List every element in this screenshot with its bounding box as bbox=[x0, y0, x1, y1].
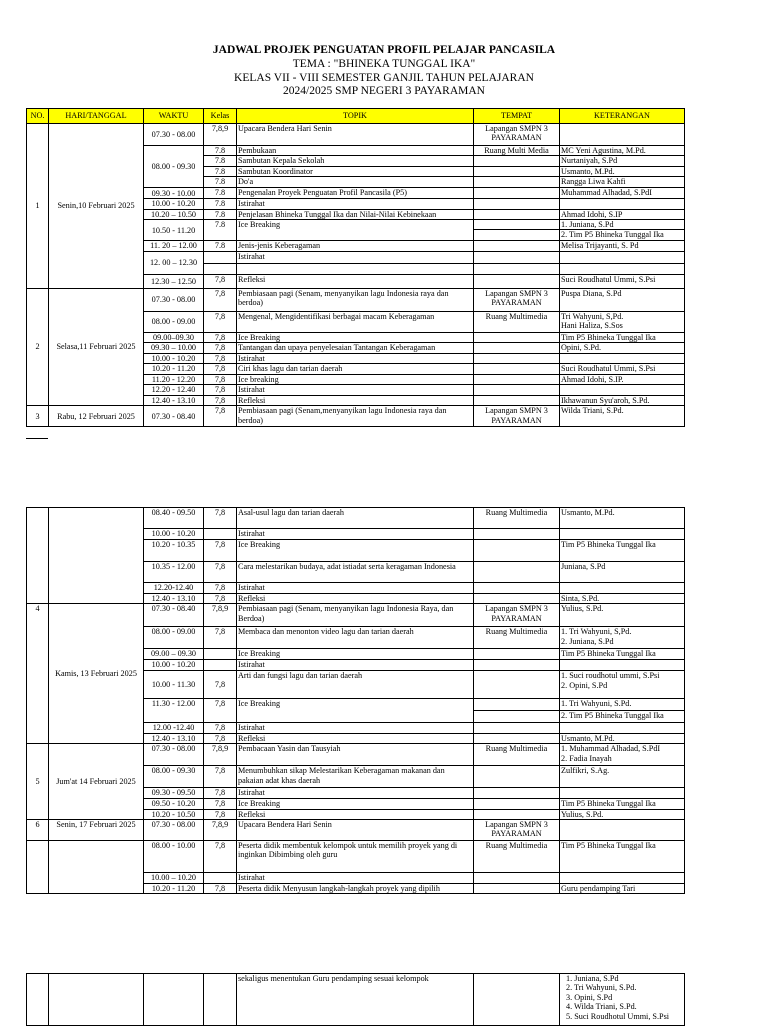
cell-topic: Menumbuhkan sikap Melestarikan Keberagaman makanan dan pakaian adat khas daerah bbox=[237, 766, 474, 788]
cell-time: 08.00 - 10.00 bbox=[144, 841, 204, 873]
table-row bbox=[27, 508, 685, 529]
cell-notes bbox=[560, 660, 685, 671]
table-row bbox=[27, 604, 685, 627]
cell-place bbox=[474, 594, 560, 604]
cell-class: 7,8,9 bbox=[204, 820, 237, 841]
cell-date: Senin, 17 Februari 2025 bbox=[49, 820, 144, 841]
cell-notes: Yulius, S.Pd. bbox=[560, 604, 685, 627]
cell-notes: MC Yeni Agustina, M.Pd. bbox=[560, 146, 685, 156]
cell-place: Lapangan SMPN 3 PAYARAMAN bbox=[474, 604, 560, 627]
cell-class: 7,8 bbox=[204, 809, 237, 819]
cell-topic: Refleksi bbox=[237, 274, 474, 288]
cell-class: 7,8 bbox=[204, 375, 237, 385]
cell-place bbox=[474, 809, 560, 819]
cell-notes: Usmanto, M.Pd. bbox=[560, 733, 685, 743]
cell-class: 7,8 bbox=[204, 406, 237, 427]
cell-topic: Membaca dan menonton video lagu dan tarian daerah bbox=[237, 627, 474, 649]
cell-notes bbox=[560, 788, 685, 798]
cell-place bbox=[474, 241, 560, 251]
cell-time: 07.30 - 08.00 bbox=[144, 744, 204, 766]
cell-class: 7,8 bbox=[204, 583, 237, 594]
cell-notes: Nurtaniyah, S.Pd bbox=[560, 156, 685, 166]
cell-time: 07.30 - 08.40 bbox=[144, 406, 204, 427]
cell-class: 7,8 bbox=[204, 594, 237, 604]
cell-class: 7,8 bbox=[204, 841, 237, 873]
cell-place: Lapangan SMPN 3 PAYARAMAN bbox=[474, 406, 560, 427]
cell-time: 12.40 - 13.10 bbox=[144, 733, 204, 743]
cell-no: 6 bbox=[27, 820, 49, 841]
col-notes: KETERANGAN bbox=[560, 109, 685, 124]
cell-notes: Ikhawanun Syu'aroh, S.Pd. bbox=[560, 395, 685, 405]
cell-time: 09.50 - 10.20 bbox=[144, 798, 204, 809]
cell-notes: 1. Juniana, S.Pd 2. Tri Wahyuni, S.Pd. 3. Opini, S.Pd 4. Wilda Triani, S.Pd. 5. Suci Roudhotul Ummi, S.Psi bbox=[560, 974, 685, 1026]
cell-time: 10.00 – 10.20 bbox=[144, 873, 204, 884]
cell-notes: Usmanto, M.Pd. bbox=[560, 166, 685, 176]
cell-place: Lapangan SMPN 3 PAYARAMAN bbox=[474, 820, 560, 841]
cell-class: 7,8,9 bbox=[204, 124, 237, 146]
cell-no bbox=[27, 841, 49, 894]
col-date: HARI/TANGGAL bbox=[49, 109, 144, 124]
cell-topic: Ice Breaking bbox=[237, 798, 474, 809]
table-row bbox=[27, 124, 685, 146]
cell-class: 7,8 bbox=[204, 562, 237, 583]
cell-time: 07.30 - 08.00 bbox=[144, 820, 204, 841]
cell-notes bbox=[560, 820, 685, 841]
cell-date: Rabu, 12 Februari 2025 bbox=[49, 406, 144, 427]
cell-place bbox=[474, 671, 560, 699]
cell-notes: Suci Roudhatul Ummi, S.Psi bbox=[560, 364, 685, 375]
table-row bbox=[27, 841, 685, 873]
cell-topic: Istirahat bbox=[237, 873, 474, 884]
cell-class: 7,8,9 bbox=[204, 744, 237, 766]
cell-notes bbox=[560, 124, 685, 146]
cell-date: Senin,10 Februari 2025 bbox=[49, 124, 144, 289]
cell-topic: Jenis-jenis Keberagaman bbox=[237, 241, 474, 251]
cell-class: 7,8 bbox=[204, 395, 237, 405]
cell-no: 3 bbox=[27, 406, 49, 427]
cell-place: Ruang Multimedia bbox=[474, 508, 560, 529]
cell-notes: Ahmad Idohi, S.IP bbox=[560, 209, 685, 219]
table-row bbox=[27, 820, 685, 841]
cell-time: 12. 00 – 12.30 bbox=[144, 251, 204, 274]
cell-time: 08.00 - 09.00 bbox=[144, 311, 204, 332]
cell-class: 7.8 bbox=[204, 156, 237, 166]
schedule-table-3 bbox=[26, 973, 685, 1026]
cell-class: 7,8 bbox=[204, 343, 237, 353]
cell-time: 07.30 - 08.00 bbox=[144, 288, 204, 311]
cell-time: 10.00 - 10.20 bbox=[144, 353, 204, 363]
cell-notes: Guru pendamping Tari bbox=[560, 884, 685, 894]
cell-class: 7,8 bbox=[204, 788, 237, 798]
cell-topic: Ice Breaking bbox=[237, 332, 474, 342]
cell-notes: Tim P5 Bhineka Tunggal Ika bbox=[560, 798, 685, 809]
cell-time: 09.30 - 10.00 bbox=[144, 188, 204, 199]
cell-notes: 2. Tim P5 Bhineka Tunggal Ika bbox=[560, 230, 685, 241]
cell-place bbox=[474, 209, 560, 219]
cell-place: Ruang Multimedia bbox=[474, 744, 560, 766]
cell-topic: Refleksi bbox=[237, 733, 474, 743]
cell-place bbox=[474, 974, 560, 1026]
cell-notes: 1. Juniana, S.Pd bbox=[560, 220, 685, 230]
cell-class: 7,8 bbox=[204, 723, 237, 733]
cell-time: 11.20 - 12.20 bbox=[144, 375, 204, 385]
cell-class: 7,8 bbox=[204, 508, 237, 529]
cell-notes: Puspa Diana, S.Pd bbox=[560, 288, 685, 311]
cell-time: 10.00 - 11.30 bbox=[144, 671, 204, 699]
cell-place bbox=[474, 375, 560, 385]
cell-class bbox=[204, 251, 237, 263]
cell-place bbox=[474, 766, 560, 788]
col-class: Kelas bbox=[204, 109, 237, 124]
cell-topic: Penjelasan Bhineka Tunggal Ika dan Nilai-Nilai Kebinekaan bbox=[237, 209, 474, 219]
cell-place bbox=[474, 156, 560, 166]
cell-topic: Ice breaking bbox=[237, 375, 474, 385]
cell-topic: Istirahat bbox=[237, 251, 474, 263]
cell-notes: Zulfikri, S.Ag. bbox=[560, 766, 685, 788]
cell-place bbox=[474, 385, 560, 395]
cell-place bbox=[474, 188, 560, 199]
cell-class: 7,8 bbox=[204, 699, 237, 723]
cell-class: 7,8 bbox=[204, 364, 237, 375]
cell-topic bbox=[237, 263, 474, 274]
cell-notes: Tim P5 Bhineka Tunggal Ika bbox=[560, 540, 685, 562]
schedule-table-2 bbox=[26, 507, 685, 894]
cell-topic: Ice Breaking bbox=[237, 649, 474, 660]
cell-class: 7.8 bbox=[204, 209, 237, 219]
cell-topic: Mengenal, Mengidentifikasi berbagai macam Keberagaman bbox=[237, 311, 474, 332]
cell-class: 7,8 bbox=[204, 385, 237, 395]
cell-notes bbox=[560, 199, 685, 209]
cell-topic: Pembiasaan pagi (Senam, menyanyikan lagu Indonesia raya dan berdoa) bbox=[237, 288, 474, 311]
cell-place: Lapangan SMPN 3 PAYARAMAN bbox=[474, 288, 560, 311]
cell-topic: Ciri khas lagu dan tarian daerah bbox=[237, 364, 474, 375]
col-topic: TOPIK bbox=[237, 109, 474, 124]
cell-place: Ruang Multimedia bbox=[474, 311, 560, 332]
table-row bbox=[27, 288, 685, 311]
cell-place bbox=[474, 798, 560, 809]
cell-place bbox=[474, 220, 560, 230]
cell-place bbox=[474, 562, 560, 583]
cell-place bbox=[474, 583, 560, 594]
table-row bbox=[27, 974, 685, 1026]
cell-notes: Yulius, S.Pd. bbox=[560, 809, 685, 819]
doc-class-line: KELAS VII - VIII SEMESTER GANJIL TAHUN PELAJARAN bbox=[234, 72, 534, 84]
cell-notes bbox=[560, 529, 685, 540]
cell-class: 7,8,9 bbox=[204, 604, 237, 627]
cell-topic: Upacara Bendera Hari Senin bbox=[237, 124, 474, 146]
col-place: TEMPAT bbox=[474, 109, 560, 124]
cell-place bbox=[474, 711, 560, 723]
cell-no: 5 bbox=[27, 744, 49, 820]
cell-time: 12.40 - 13.10 bbox=[144, 395, 204, 405]
cell-place bbox=[474, 263, 560, 274]
cell-time: 08.40 - 09.50 bbox=[144, 508, 204, 529]
cell-place bbox=[474, 660, 560, 671]
cell-time bbox=[144, 974, 204, 1026]
col-no: NO. bbox=[27, 109, 49, 124]
cell-class: 7.8 bbox=[204, 177, 237, 188]
cell-class: 7,8 bbox=[204, 798, 237, 809]
table-row bbox=[27, 744, 685, 766]
cell-place bbox=[474, 395, 560, 405]
cell-class: 7,8 bbox=[204, 311, 237, 332]
cell-notes: 2. Tim P5 Bhineka Tunggal Ika bbox=[560, 711, 685, 723]
cell-class: 7,8 bbox=[204, 733, 237, 743]
cell-topic: Tantangan dan upaya penyelesaian Tantangan Keberagaman bbox=[237, 343, 474, 353]
cell-topic: Istirahat bbox=[237, 385, 474, 395]
cell-place bbox=[474, 364, 560, 375]
cell-class bbox=[204, 649, 237, 660]
cell-time: 10.00 - 10.20 bbox=[144, 529, 204, 540]
cell-notes: Ahmad Idohi, S.IP. bbox=[560, 375, 685, 385]
cell-topic: Ice Breaking bbox=[237, 699, 474, 723]
cell-notes: Tim P5 Bhineka Tunggal Ika bbox=[560, 841, 685, 873]
cell-place bbox=[474, 166, 560, 176]
cell-notes bbox=[560, 263, 685, 274]
table-edge bbox=[26, 438, 48, 441]
cell-time: 10.20 - 10.50 bbox=[144, 809, 204, 819]
cell-place bbox=[474, 540, 560, 562]
cell-notes: Muhammad Alhadad, S.PdI bbox=[560, 188, 685, 199]
cell-class bbox=[204, 660, 237, 671]
cell-date: Kamis, 13 Februari 2025 bbox=[49, 604, 144, 744]
cell-topic: Arti dan fungsi lagu dan tarian daerah bbox=[237, 671, 474, 699]
cell-topic: Istirahat bbox=[237, 583, 474, 594]
cell-class: 7,8 bbox=[204, 274, 237, 288]
cell-time: 10.20 - 11.20 bbox=[144, 884, 204, 894]
cell-place: Ruang Multi Media bbox=[474, 146, 560, 156]
cell-place bbox=[474, 733, 560, 743]
cell-place bbox=[474, 788, 560, 798]
cell-time: 08.00 - 09.30 bbox=[144, 766, 204, 788]
cell-notes bbox=[560, 353, 685, 363]
cell-notes: Melisa Trijayanti, S. Pd bbox=[560, 241, 685, 251]
cell-topic: Ice Breaking bbox=[237, 540, 474, 562]
cell-time: 08.00 - 09.30 bbox=[144, 146, 204, 188]
cell-topic: Cara melestarikan budaya, adat istiadat serta keragaman Indonesia bbox=[237, 562, 474, 583]
cell-place bbox=[474, 699, 560, 711]
cell-time: 09.00–09.30 bbox=[144, 332, 204, 342]
cell-class: 7,8 bbox=[204, 353, 237, 363]
cell-time: 10.20 – 10.50 bbox=[144, 209, 204, 219]
cell-date bbox=[49, 974, 144, 1026]
cell-notes: Suci Roudhatul Ummi, S.Psi bbox=[560, 274, 685, 288]
cell-topic: Istirahat bbox=[237, 353, 474, 363]
cell-place bbox=[474, 884, 560, 894]
cell-place bbox=[474, 177, 560, 188]
header-row bbox=[27, 109, 685, 124]
cell-topic: Pembiasaan pagi (Senam,menyanyikan lagu Indonesia raya dan berdoa) bbox=[237, 406, 474, 427]
cell-date: Jum'at 14 Februari 2025 bbox=[49, 744, 144, 820]
cell-time: 10.20 - 10.35 bbox=[144, 540, 204, 562]
cell-notes: Tim P5 Bhineka Tunggal Ika bbox=[560, 649, 685, 660]
cell-place bbox=[474, 199, 560, 209]
cell-class: 7.8 bbox=[204, 146, 237, 156]
cell-place bbox=[474, 723, 560, 733]
cell-topic: Refleksi bbox=[237, 809, 474, 819]
cell-time: 10.00 - 10.20 bbox=[144, 660, 204, 671]
cell-notes: 1. Muhammad Alhadad, S.PdI 2. Fadia Inayah bbox=[560, 744, 685, 766]
cell-topic: Refleksi bbox=[237, 395, 474, 405]
cell-no: 4 bbox=[27, 604, 49, 744]
cell-class: 7.8 bbox=[204, 166, 237, 176]
doc-year-line: 2024/2025 SMP NEGERI 3 PAYARAMAN bbox=[283, 85, 485, 97]
cell-place bbox=[474, 274, 560, 288]
cell-time: 12.30 – 12.50 bbox=[144, 274, 204, 288]
cell-date bbox=[49, 841, 144, 894]
cell-class bbox=[204, 974, 237, 1026]
cell-class: 7,8 bbox=[204, 332, 237, 342]
cell-place bbox=[474, 251, 560, 263]
cell-topic: Pengenalan Proyek Penguatan Profil Pancasila (P5) bbox=[237, 188, 474, 199]
cell-notes: 1. Tri Wahyuni, S.Pd. bbox=[560, 699, 685, 711]
cell-notes: 1. Tri Wahyuni, S,Pd. 2. Juniana, S.Pd bbox=[560, 627, 685, 649]
doc-theme: TEMA : "BHINEKA TUNGGAL IKA" bbox=[292, 58, 476, 70]
cell-class: 7.8 bbox=[204, 241, 237, 251]
cell-topic: Sambutan Kepala Sekolah bbox=[237, 156, 474, 166]
cell-place bbox=[474, 332, 560, 342]
cell-time: 09.30 - 09.50 bbox=[144, 788, 204, 798]
cell-place bbox=[474, 343, 560, 353]
cell-place: Ruang Multimedia bbox=[474, 841, 560, 873]
cell-topic: Istirahat bbox=[237, 660, 474, 671]
cell-place bbox=[474, 230, 560, 241]
cell-notes bbox=[560, 385, 685, 395]
schedule-table-1 bbox=[26, 108, 685, 427]
cell-topic: sekaligus menentukan Guru pendamping sesuai kelompok bbox=[237, 974, 474, 1026]
cell-time: 09.00 – 09.30 bbox=[144, 649, 204, 660]
cell-time: 07.30 - 08.00 bbox=[144, 124, 204, 146]
cell-notes: Opini, S.Pd. bbox=[560, 343, 685, 353]
cell-class: 7.8 bbox=[204, 220, 237, 241]
cell-time: 10.00 - 10.20 bbox=[144, 199, 204, 209]
cell-topic: Sambutan Koordinator bbox=[237, 166, 474, 176]
cell-time: 10.20 - 11.20 bbox=[144, 364, 204, 375]
cell-time: 10.50 - 11.20 bbox=[144, 220, 204, 241]
cell-place bbox=[474, 873, 560, 884]
cell-notes bbox=[560, 251, 685, 263]
cell-class: 7.8 bbox=[204, 188, 237, 199]
cell-date bbox=[49, 508, 144, 604]
cell-topic: Pembacaan Yasin dan Tausyiah bbox=[237, 744, 474, 766]
cell-class: 7,8 bbox=[204, 288, 237, 311]
cell-time: 12.20-12.40 bbox=[144, 583, 204, 594]
cell-topic: Istirahat bbox=[237, 199, 474, 209]
cell-topic: Pembiasaan pagi (Senam, menyanyikan lagu Indonesia Raya, dan Berdoa) bbox=[237, 604, 474, 627]
cell-no bbox=[27, 974, 49, 1026]
cell-notes bbox=[560, 873, 685, 884]
cell-place bbox=[474, 353, 560, 363]
cell-date: Selasa,11 Februari 2025 bbox=[49, 288, 144, 405]
cell-class: 7.8 bbox=[204, 199, 237, 209]
cell-class: 7,8 bbox=[204, 540, 237, 562]
cell-notes: Tri Wahyuni, S,Pd. Hani Haliza, S.Sos bbox=[560, 311, 685, 332]
cell-time: 10.35 - 12.00 bbox=[144, 562, 204, 583]
cell-notes: Juniana, S.Pd bbox=[560, 562, 685, 583]
cell-notes bbox=[560, 583, 685, 594]
cell-topic: Istirahat bbox=[237, 529, 474, 540]
cell-notes: Sinta, S.Pd. bbox=[560, 594, 685, 604]
cell-notes bbox=[560, 723, 685, 733]
cell-class bbox=[204, 263, 237, 274]
cell-class: 7,8 bbox=[204, 884, 237, 894]
cell-topic: Refleksi bbox=[237, 594, 474, 604]
cell-notes: Tim P5 Bhineka Tunggal Ika bbox=[560, 332, 685, 342]
cell-topic: Upacara Bendera Hari Senin bbox=[237, 820, 474, 841]
cell-notes: Usmanto, M.Pd. bbox=[560, 508, 685, 529]
cell-time: 12.40 - 13.10 bbox=[144, 594, 204, 604]
cell-no bbox=[27, 508, 49, 604]
cell-topic: Pembukaan bbox=[237, 146, 474, 156]
cell-class bbox=[204, 873, 237, 884]
cell-topic: Istirahat bbox=[237, 788, 474, 798]
cell-topic: Peserta didik Menyusun langkah-langkah proyek yang dipilih bbox=[237, 884, 474, 894]
cell-class bbox=[204, 529, 237, 540]
cell-notes: Rangga Liwa Kahfi bbox=[560, 177, 685, 188]
cell-class: 7,8 bbox=[204, 627, 237, 649]
cell-topic: Istirahat bbox=[237, 723, 474, 733]
cell-time: 09.30 – 10.00 bbox=[144, 343, 204, 353]
col-time: WAKTU bbox=[144, 109, 204, 124]
cell-class: 7,8 bbox=[204, 671, 237, 699]
cell-place: Ruang Multimedia bbox=[474, 627, 560, 649]
cell-class: 7,8 bbox=[204, 766, 237, 788]
cell-place bbox=[474, 529, 560, 540]
table-row bbox=[27, 406, 685, 427]
cell-notes: Wilda Triani, S.Pd. bbox=[560, 406, 685, 427]
cell-time: 07.30 - 08.40 bbox=[144, 604, 204, 627]
cell-time: 08.00 - 09.00 bbox=[144, 627, 204, 649]
cell-topic: Asal-usul lagu dan tarian daerah bbox=[237, 508, 474, 529]
cell-place: Lapangan SMPN 3 PAYARAMAN bbox=[474, 124, 560, 146]
cell-no: 2 bbox=[27, 288, 49, 405]
cell-topic: Peserta didik membentuk kelompok untuk memilih proyek yang di inginkan Dibimbing oleh guru bbox=[237, 841, 474, 873]
cell-time: 11. 20 – 12.00 bbox=[144, 241, 204, 251]
cell-time: 12.00 -12.40 bbox=[144, 723, 204, 733]
doc-title: JADWAL PROJEK PENGUATAN PROFIL PELAJAR PANCASILA bbox=[212, 44, 556, 56]
cell-notes: 1. Suci roudhotul ummi, S.Psi 2. Opini, S.Pd bbox=[560, 671, 685, 699]
cell-no: 1 bbox=[27, 124, 49, 289]
cell-topic: Do'a bbox=[237, 177, 474, 188]
cell-time: 12.20 - 12.40 bbox=[144, 385, 204, 395]
cell-time: 11.30 - 12.00 bbox=[144, 699, 204, 723]
cell-place bbox=[474, 649, 560, 660]
cell-topic: Ice Breaking bbox=[237, 220, 474, 241]
